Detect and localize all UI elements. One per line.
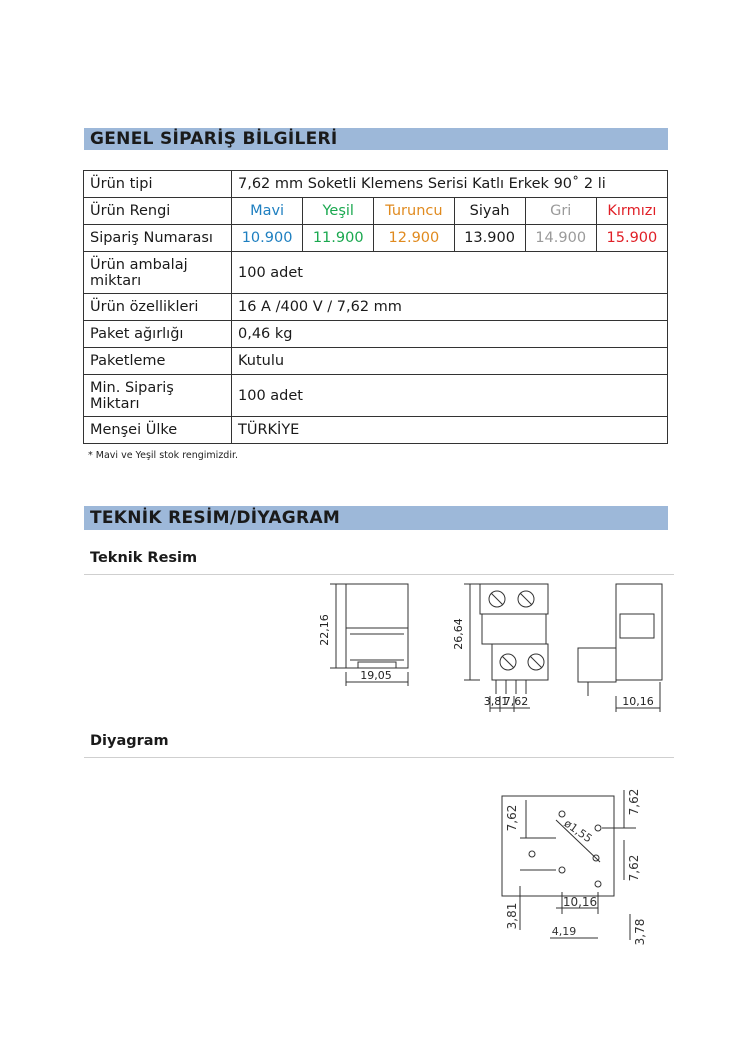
dim-width-1: 19,05 xyxy=(360,669,392,682)
label-ambalaj-line2: miktarı xyxy=(90,272,142,289)
dim-height-2: 26,64 xyxy=(452,618,465,650)
color-siyah: Siyah xyxy=(454,198,525,225)
table-row xyxy=(84,321,668,348)
value-urun-tipi: 7,62 mm Soketli Klemens Serisi Katlı Erkek 90˚ 2 li xyxy=(232,171,668,198)
dim-pitch-a: 3,81 xyxy=(483,695,509,708)
label-min-siparis-line1: Min. Sipariş xyxy=(90,379,174,396)
diagram-dim-mid-right: 7,62 xyxy=(627,854,641,882)
subtitle-teknik-resim: Teknik Resim xyxy=(90,550,198,566)
label-paketleme: Paketleme xyxy=(84,348,232,375)
diagram-dim-top-left: 7,62 xyxy=(505,804,519,832)
label-ambalaj-line1: Ürün ambalaj xyxy=(90,256,188,273)
subtitle-diyagram: Diyagram xyxy=(90,733,169,749)
table-row xyxy=(84,171,668,198)
value-ambalaj: 100 adet xyxy=(232,252,668,294)
table-row xyxy=(84,198,668,225)
pin-diagram xyxy=(496,780,656,950)
diagram-dim-center: 10,16 xyxy=(562,895,598,909)
color-turuncu: Turuncu xyxy=(374,198,454,225)
front-view-body xyxy=(346,584,408,668)
color-kirmizi: Kırmızı xyxy=(596,198,667,225)
label-urun-tipi: Ürün tipi xyxy=(84,171,232,198)
label-ambalaj xyxy=(84,252,232,294)
section-header-teknik: TEKNİK RESİM/DİYAGRAM xyxy=(84,506,668,530)
order-number-kirmizi: 15.900 xyxy=(596,225,667,252)
side-view-upper xyxy=(480,584,548,614)
order-number-siyah: 13.900 xyxy=(454,225,525,252)
order-number-mavi: 10.900 xyxy=(232,225,303,252)
divider xyxy=(84,757,674,758)
footnote: * Mavi ve Yeşil stok rengimizdir. xyxy=(88,450,239,461)
table-row xyxy=(84,252,668,294)
table-row xyxy=(84,348,668,375)
color-mavi: Mavi xyxy=(232,198,303,225)
label-ozellikler: Ürün özellikleri xyxy=(84,294,232,321)
label-min-siparis xyxy=(84,375,232,417)
label-paket-agirligi: Paket ağırlığı xyxy=(84,321,232,348)
divider xyxy=(84,574,674,575)
section-header-genel: GENEL SİPARİŞ BİLGİLERİ xyxy=(84,128,668,150)
order-info-table xyxy=(83,170,668,444)
color-yesil: Yeşil xyxy=(303,198,374,225)
label-urun-rengi: Ürün Rengi xyxy=(84,198,232,225)
table-row xyxy=(84,417,668,444)
color-gri: Gri xyxy=(525,198,596,225)
diagram-dim-bottom-right: 3,78 xyxy=(633,918,647,946)
diagram-dim-bottom-left: 3,81 xyxy=(505,902,519,930)
technical-drawing xyxy=(310,578,670,718)
diagram-dim-bottom: 4,19 xyxy=(551,925,577,938)
value-min-siparis: 100 adet xyxy=(232,375,668,417)
label-mensei: Menşei Ülke xyxy=(84,417,232,444)
dim-height-1: 22,16 xyxy=(318,614,331,646)
table-row xyxy=(84,294,668,321)
order-number-turuncu: 12.900 xyxy=(374,225,454,252)
dim-depth: 10,16 xyxy=(622,695,654,708)
value-paketleme: Kutulu xyxy=(232,348,668,375)
dim-pitch-b: 7,62 xyxy=(503,695,529,708)
order-number-gri: 14.900 xyxy=(525,225,596,252)
order-number-yesil: 11.900 xyxy=(303,225,374,252)
diagram-dim-top-right: 7,62 xyxy=(627,788,641,816)
value-paket-agirligi: 0,46 kg xyxy=(232,321,668,348)
right-view-body xyxy=(616,584,662,680)
table-row xyxy=(84,225,668,252)
value-ozellikler: 16 A /400 V / 7,62 mm xyxy=(232,294,668,321)
diagram-dim-hole: ø1,55 xyxy=(561,816,595,846)
value-mensei: TÜRKİYE xyxy=(232,417,668,444)
label-siparis-numarasi: Sipariş Numarası xyxy=(84,225,232,252)
label-min-siparis-line2: Miktarı xyxy=(90,395,140,412)
table-row xyxy=(84,375,668,417)
